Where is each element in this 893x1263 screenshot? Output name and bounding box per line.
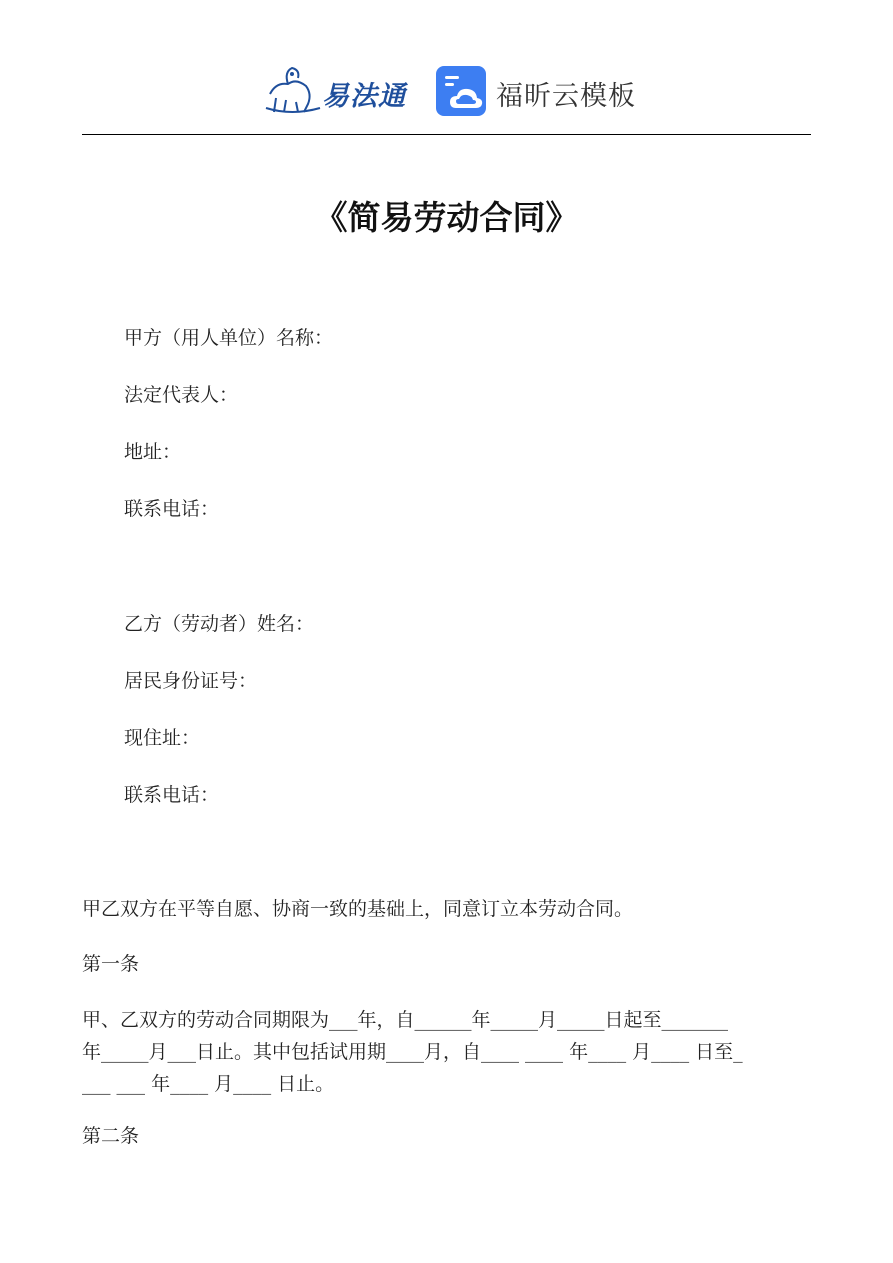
party-a-phone-label: 联系电话： xyxy=(124,498,220,520)
intro-paragraph: 甲乙双方在平等自愿、协商一致的基础上，同意订立本劳动合同。 xyxy=(82,898,634,920)
article-2-heading: 第二条 xyxy=(82,1125,140,1147)
party-b-address-label: 现住址： xyxy=(124,727,201,749)
party-b-phone-label: 联系电话： xyxy=(124,784,220,806)
article-1-line: 年_____月___日止。其中包括试用期____月，自____ ____ 年____ 月____ 日至_ xyxy=(82,1041,743,1063)
party-a-name-label: 甲方（用人单位）名称： xyxy=(124,327,334,349)
logo-right-text: 福昕云模板 xyxy=(496,81,636,112)
article-1-heading: 第一条 xyxy=(82,953,140,975)
logo-left-text: 易法通 xyxy=(322,81,406,112)
document-title: 《简易劳动合同》 xyxy=(314,198,579,237)
article-1-body xyxy=(82,1004,811,1100)
party-a-rep-label: 法定代表人： xyxy=(124,384,239,406)
party-a-address-label: 地址： xyxy=(124,441,182,463)
document-header xyxy=(0,0,893,135)
party-b-name-label: 乙方（劳动者）姓名： xyxy=(124,613,315,635)
foxit-cloud-logo-icon xyxy=(436,66,486,116)
header-divider xyxy=(82,134,811,135)
article-1-line: ___ ___ 年____ 月____ 日止。 xyxy=(82,1073,335,1095)
article-1-line: 甲、乙双方的劳动合同期限为___年，自______年_____月_____日起至_______ xyxy=(82,1009,729,1031)
party-b-id-label: 居民身份证号： xyxy=(124,670,258,692)
